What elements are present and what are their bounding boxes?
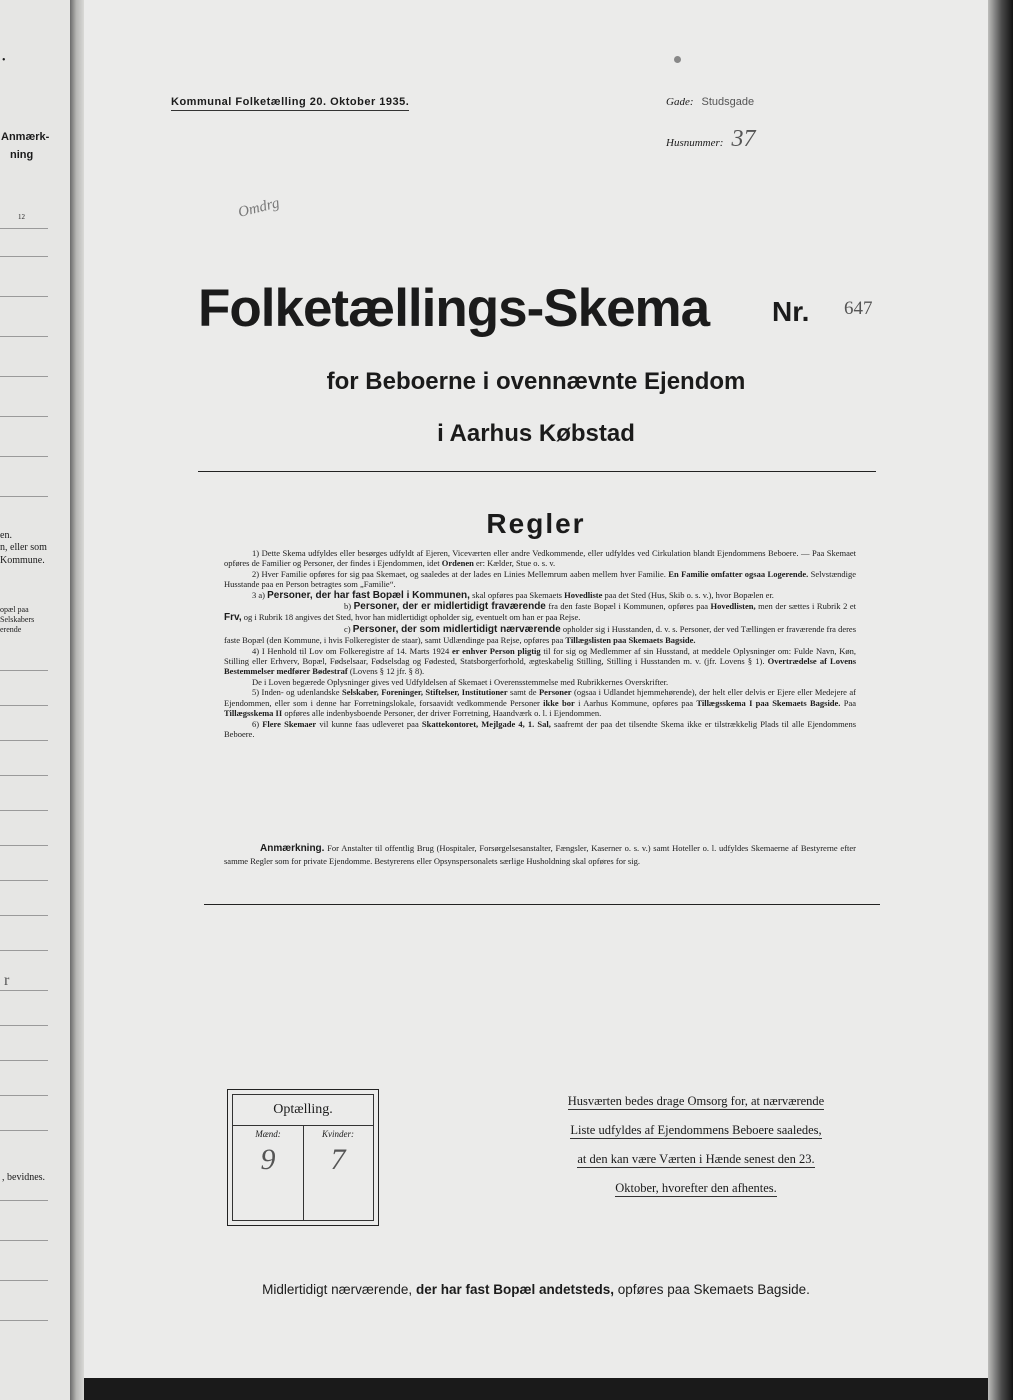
rule-6: 6) Flere Skemaer vil kunne faas udleveret paa Skattekontoret, Mejlgade 4, 1. Sal, saafremt der paa det tilsendte Skema ikke er tilstrækkelig Plads til alle Ejendommens Beboere.	[224, 718, 857, 739]
footer-note: Midlertidigt nærværende, der har fast Bopæl andetsteds, opføres paa Skemaets Bagside.	[262, 1282, 810, 1297]
notice-line: at den kan være Værten i Hænde senest den 23.	[577, 1152, 815, 1166]
form-location: i Aarhus Købstad	[437, 420, 635, 447]
left-page-fragment: , bevidnes.	[2, 1172, 46, 1183]
handwritten-margin-note: Omdrg	[236, 195, 282, 221]
rule-3b: b) Personer, der er midlertidigt fraværende fra den faste Bopæl i Kommunen, opføres paa Hovedlisten, men der sættes i Rubrik 2 et Frv, og i Rubrik 18 angives det Sted, hvor han midlertidigt opholder sig, eventuelt om han er paa Rejse.	[224, 601, 856, 624]
left-page-fragment: r	[4, 972, 10, 989]
men-column	[233, 1125, 304, 1220]
left-page-fragment: ning	[10, 149, 34, 161]
remark-label: Anmærkning.	[260, 843, 325, 854]
form-number-label: Nr.	[772, 296, 810, 327]
census-header: Kommunal Folketælling 20. Oktober 1935.	[171, 96, 409, 111]
rule-4-note: De i Loven begærede Oplysninger gives ved Udfyldelsen af Skemaet i Overensstemmelse med Rubrikkernes Overskrifter.	[252, 676, 669, 687]
rule-2: 2) Hver Familie opføres for sig paa Skemaet, og saaledes at der lades en Linies Mellemrum aaben mellem hver Familie. En Familie omfatter ogsaa Logerende. Selvstændige Husstande paa en Person betragtes som „Familie“.	[224, 568, 857, 590]
left-page-fragment: erende	[0, 625, 22, 634]
count-heading: Optælling.	[233, 1095, 373, 1126]
house-number-field	[666, 126, 755, 153]
census-form-page	[84, 0, 988, 1378]
men-count: 9	[260, 1143, 276, 1176]
rule-5: 5) Inden- og udenlandske Selskaber, Foreninger, Stiftelser, Institutioner samt de Personer (ogsaa i Udlandet hjemmehørende), der helt eller delvis er Ejere eller Medejere af Ejendommen, eller som i denne har Forretningslokale, forsaavidt vedkommende Personer ikke bor i Aarhus Kommune, opføres paa Tillægsskema I paa Skemaets Bagside. Paa Tillægsskema II opføres alle indenbysboende Personer, der driver Forretning, Haandværk o. l. i Ejendommen.	[224, 687, 857, 719]
rule-3a: 3 a) Personer, der har fast Bopæl i Kommunen, skal opføres paa Skemaets Hovedliste paa det Sted (Hus, Skib o. s. v.), hvor Bopælen er.	[252, 589, 774, 601]
men-label: Mænd:	[255, 1129, 281, 1139]
form-number-value: 647	[844, 298, 873, 319]
form-subtitle: for Beboerne i ovennævnte Ejendom	[326, 368, 746, 395]
divider	[198, 471, 876, 472]
left-page-fragment: Anmærk-	[1, 131, 50, 143]
notice-line: Liste udfyldes af Ejendommens Beboere saaledes,	[570, 1123, 822, 1137]
notice-line: Husværten bedes drage Omsorg for, at nærværende	[567, 1094, 825, 1108]
remark-text: For Anstalter til offentlig Brug (Hospitaler, Forsørgelsesanstalter, Fængsler, Kaserner o. s. v.) samt Hoteller o. l. udfyldes Skemaerne af Bestyrerne efter samme Regler som for private Ejendomme. Bestyrerens eller Opsynspersonalets særlige Husholdning skal opføres for sig.	[224, 843, 856, 866]
left-page-fragment: en.	[0, 530, 12, 541]
punch-hole	[674, 56, 681, 63]
notice-line: Oktober, hvorefter den afhentes.	[615, 1181, 777, 1195]
book-edge	[988, 0, 1013, 1400]
divider	[204, 904, 880, 905]
rules-heading: Regler	[486, 508, 586, 539]
left-page-fragment: •	[2, 55, 6, 66]
rules-text	[224, 548, 856, 739]
women-count: 7	[330, 1143, 346, 1176]
count-box	[227, 1089, 379, 1226]
street-label: Gade:	[666, 96, 694, 108]
rule-1: 1) Dette Skema udfyldes eller besørges udfyldt af Ejeren, Viceværten eller andre Vedkommende, eller udfyldes ved Cirkulation blandt Ejendommens Beboere. — Paa Skemaet opføres de Familier og Personer, der findes i Ejendommen, idet Ordenen er: Kælder, Stue o. s. v.	[224, 548, 856, 569]
form-title: Folketællings-Skema	[198, 279, 710, 338]
left-page-fragment: n, eller som	[0, 542, 47, 553]
previous-page-edge	[0, 0, 70, 1400]
left-page-fragment: Selskabers	[0, 615, 35, 624]
house-number-value: 37	[731, 126, 756, 152]
remark-section	[224, 842, 856, 867]
street-field	[666, 92, 754, 110]
rule-4: 4) I Henhold til Lov om Folkeregistre af 14. Marts 1924 er enhver Person pligtig til for sig og Medlemmer af sin Husstand, at meddele Oplysninger om: Fulde Navn, Køn, Stilling eller Erhverv, Bopæl, Fødselsaar, Fødselsdag og Fødested, Statsborgerforhold, ægteskabelig Stilling, Stilling i Husstanden m. v. (jfr. Lovens § 1). Overtrædelse af Lovens Bestemmelser medfører Bødestraf (Lovens § 12 jfr. § 8).	[224, 645, 857, 677]
women-label: Kvinder:	[322, 1129, 354, 1139]
left-page-fragment: 12	[18, 213, 25, 221]
street-value: Studsgade	[701, 96, 755, 108]
left-page-fragment: Kommune.	[0, 555, 45, 566]
left-page-fragment: opæl paa	[0, 605, 29, 614]
rule-3c: c) Personer, der som midlertidigt nærværende opholder sig i Husstanden, d. v. s. Personer, der ved Tællingen er fraværende fra deres faste Bopæl (den Kommune, i hvis Folkeregister de staar), samt Udlændinge paa Rejse, opføres paa Tillægslisten paa Skemaets Bagside.	[224, 623, 857, 646]
landlord-notice	[532, 1093, 860, 1209]
house-number-label: Husnummer:	[666, 137, 724, 149]
book-gutter	[70, 0, 84, 1400]
women-column	[303, 1125, 373, 1220]
